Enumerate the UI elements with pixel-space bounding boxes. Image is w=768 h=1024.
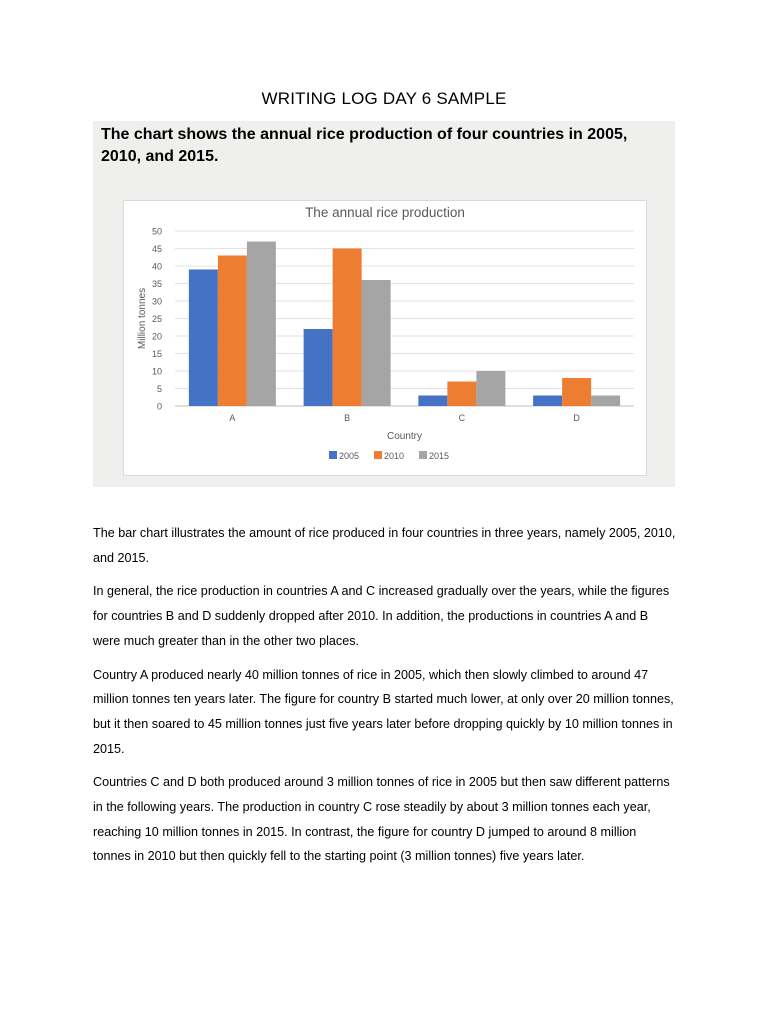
task-image [93, 121, 675, 487]
x-axis-ticks [229, 413, 580, 423]
y-tick-label: 25 [151, 314, 162, 324]
bar-D-2010 [562, 378, 591, 406]
document-title: WRITING LOG DAY 6 SAMPLE [261, 89, 507, 108]
bar-chart [123, 200, 647, 476]
bar-A-2015 [247, 242, 276, 407]
y-tick-label: 20 [151, 331, 162, 342]
x-tick-label: A [229, 413, 236, 423]
bar-B-2005 [304, 329, 333, 406]
x-tick-label: B [344, 413, 351, 423]
paragraph-1: The bar chart illustrates the amount of rice produced in four countries in three years, namely 2005, 2010, and 2015. [93, 526, 676, 565]
legend-swatch [374, 451, 382, 459]
bar-B-2010 [333, 249, 362, 407]
bar-D-2015 [591, 396, 620, 407]
legend-swatch [329, 451, 337, 459]
bar-C-2005 [418, 396, 447, 407]
y-tick-label: 50 [151, 226, 162, 237]
legend [329, 451, 449, 461]
y-tick-label: 35 [151, 279, 162, 289]
chart-svg [124, 201, 646, 475]
bar-A-2005 [189, 270, 218, 407]
legend-label: 2015 [429, 451, 450, 461]
y-axis-ticks [152, 227, 162, 412]
task-prompt: The chart shows the annual rice production of four countries in 2005, 2010, and 2015. [101, 126, 628, 165]
y-tick-label: 45 [151, 244, 162, 254]
bar-C-2015 [476, 371, 505, 406]
chart-title: The annual rice production [305, 205, 465, 220]
paragraph-2: In general, the rice production in countries A and C increased gradually over the years, while the figures for countries B and D suddenly dropped after 2010. In addition, the productions in countries A and B were much greater than in the other two places. [93, 584, 670, 648]
y-tick-label: 0 [156, 401, 162, 412]
paragraph-4: Countries C and D both produced around 3 million tonnes of rice in 2005 but then saw different patterns in the following years. The production in country C rose steadily by about 3 million tonnes each year, reaching 10 million tonnes in 2015. In contrast, the figure for country D jumped to around 8 million tonnes in 2010 but then quickly fell to the starting point (3 million tonnes) five years later. [93, 775, 670, 864]
x-tick-label: D [573, 413, 580, 423]
essay-body [93, 521, 677, 878]
bar-B-2015 [362, 280, 391, 406]
legend-swatch [419, 451, 427, 459]
legend-label: 2010 [384, 451, 405, 461]
y-axis-label: Million tonnes [137, 287, 148, 350]
y-tick-label: 10 [151, 366, 162, 377]
y-tick-label: 30 [151, 296, 162, 307]
bar-C-2010 [447, 382, 476, 407]
x-axis-label: Country [386, 431, 423, 442]
bar-A-2010 [218, 256, 247, 407]
paragraph-3: Country A produced nearly 40 million tonnes of rice in 2005, which then slowly climbed to around 47 million tonnes ten years later. The figure for country B started much lower, at only over 20 million tonnes, but it then soared to 45 million tonnes just five years later before dropping quickly by 10 million tonnes in 2015. [93, 667, 674, 756]
y-tick-label: 40 [151, 261, 162, 272]
legend-label: 2005 [339, 451, 360, 461]
y-tick-label: 15 [151, 349, 162, 359]
bar-D-2005 [533, 396, 562, 407]
y-tick-label: 5 [156, 384, 162, 394]
x-tick-label: C [458, 413, 466, 423]
